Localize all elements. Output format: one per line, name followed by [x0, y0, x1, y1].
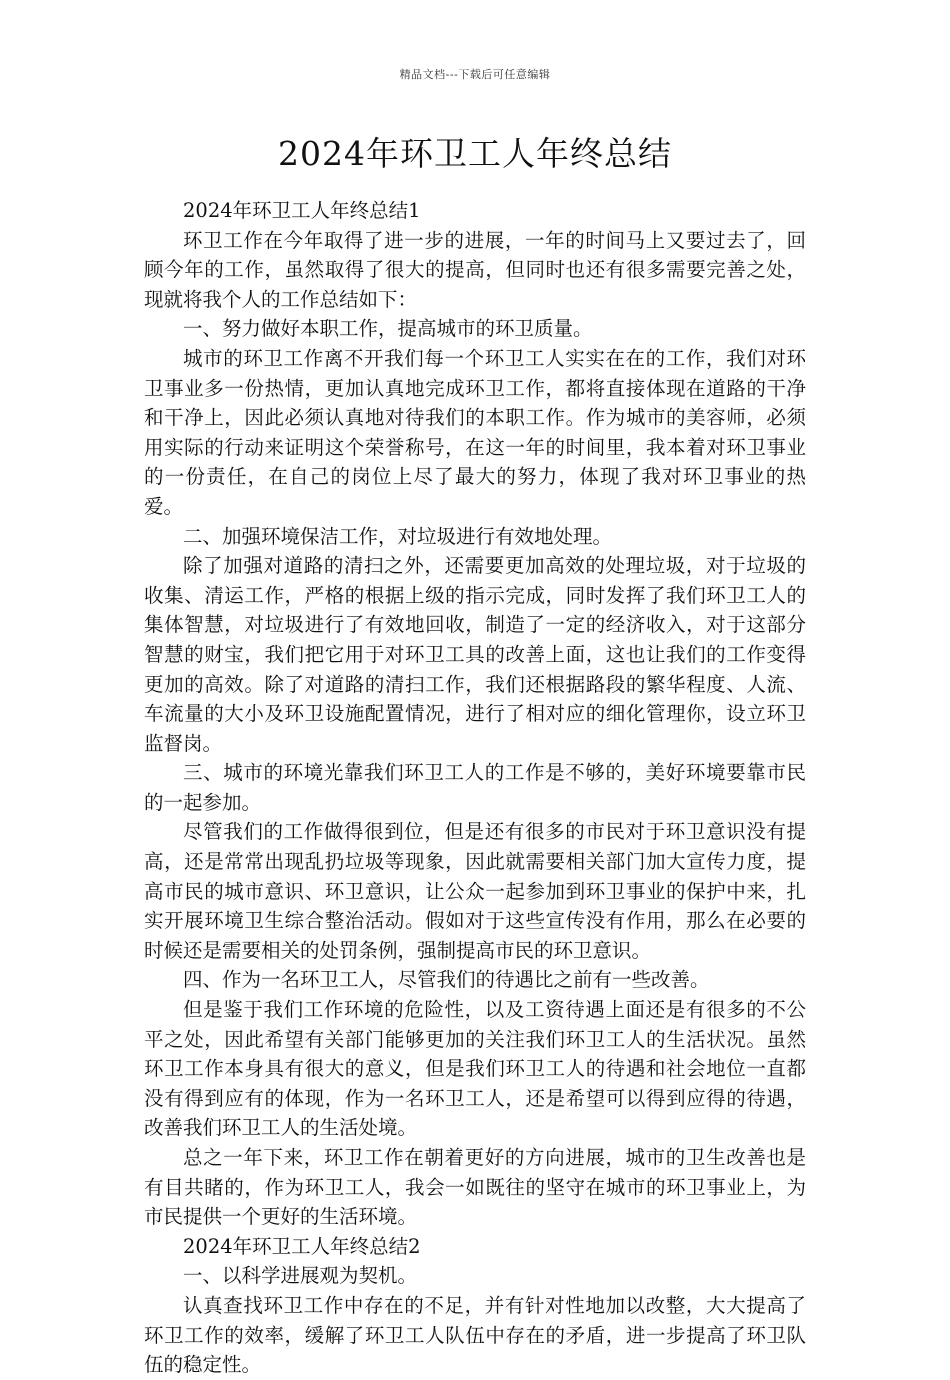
paragraph: 环卫工作在今年取得了进一步的进展，一年的时间马上又要过去了，回顾今年的工作，虽然取得了很大的提高，但同时也还有很多需要完善之处，现就将我个人的工作总结如下：	[144, 228, 806, 311]
section-heading: 三、城市的环境光靠我们环卫工人的工作是不够的，美好环境要靠市民的一起参加。	[144, 761, 806, 814]
section-heading: 二、加强环境保洁工作，对垃圾进行有效地处理。	[183, 524, 613, 548]
document-title: 2024年环卫工人年终总结	[278, 134, 672, 173]
paragraph: 城市的环卫工作离不开我们每一个环卫工人实实在在的工作，我们对环卫事业多一份热情，更加认真地完成环卫工作，都将直接体现在道路的干净和干净上，因此必须认真地对待我们的本职工作。作为城市的美容师，必须用实际的行动来证明这个荣誉称号，在这一年的时间里，我本着对环卫事业的一份责任，在自己的岗位上尽了最大的努力，体现了我对环卫事业的热爱。	[144, 346, 806, 518]
header-note: 精品文档---下载后可任意编辑	[399, 68, 551, 81]
subtitle-1: 2024年环卫工人年终总结1	[183, 199, 421, 222]
section-heading: 一、以科学进展观为契机。	[183, 1264, 418, 1288]
paragraph: 除了加强对道路的清扫之外，还需要更加高效的处理垃圾，对于垃圾的收集、清运工作，严格的根据上级的指示完成，同时发挥了我们环卫工人的集体智慧，对垃圾进行了有效地回收，制造了一定的经济收入，对于这部分智慧的财宝，我们把它用于对环卫工具的改善上面，这也让我们的工作变得更加的高效。除了对道路的清扫工作，我们还根据路段的繁华程度、人流、车流量的大小及环卫设施配置情况，进行了相对应的细化管理你，设立环卫监督岗。	[144, 554, 806, 755]
paragraph: 尽管我们的工作做得很到位，但是还有很多的市民对于环卫意识没有提高，还是常常出现乱扔垃圾等现象，因此就需要相关部门加大宣传力度，提高市民的城市意识、环卫意识，让公众一起参加到环卫事业的保护中来，扎实开展环境卫生综合整治活动。假如对于这些宣传没有作用，那么在必要的时候还是需要相关的处罚条例，强制提高市民的环卫意识。	[144, 820, 806, 962]
paragraph: 认真查找环卫工作中存在的不足，并有针对性地加以改整，大大提高了环卫工作的效率，缓解了环卫工人队伍中存在的矛盾，进一步提高了环卫队伍的稳定性。	[144, 1293, 806, 1377]
section-heading: 四、作为一名环卫工人，尽管我们的待遇比之前有一些改善。	[183, 968, 710, 992]
section-heading: 一、努力做好本职工作，提高城市的环卫质量。	[183, 317, 593, 341]
subtitle-2: 2024年环卫工人年终总结2	[183, 1234, 421, 1258]
paragraph: 总之一年下来，环卫工作在朝着更好的方向进展，城市的卫生改善也是有目共睹的，作为环卫工人，我会一如既往的坚守在城市的环卫事业上，为市民提供一个更好的生活环境。	[144, 1146, 806, 1229]
paragraph: 但是鉴于我们工作环境的危险性，以及工资待遇上面还是有很多的不公平之处，因此希望有关部门能够更加的关注我们环卫工人的生活状况。虽然环卫工作本身具有很大的意义，但是我们环卫工人的待遇和社会地位一直都没有得到应有的体现，作为一名环卫工人，还是希望可以得到应得的待遇，改善我们环卫工人的生活处境。	[144, 998, 806, 1140]
document-body	[144, 196, 806, 1380]
